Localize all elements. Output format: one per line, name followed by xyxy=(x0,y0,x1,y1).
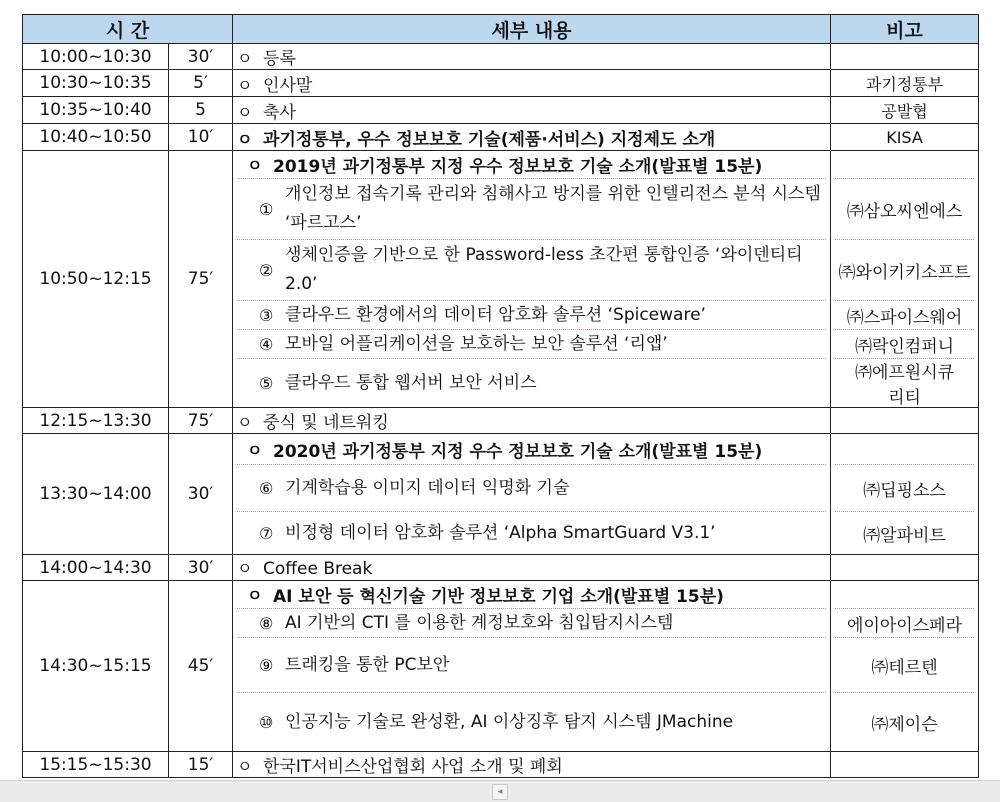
time-cell: 10:00~10:30 xyxy=(23,44,169,70)
header-time: 시 간 xyxy=(23,15,233,44)
section-heading xyxy=(237,151,826,179)
bullet-icon: ㅇ xyxy=(237,129,253,149)
time-cell: 13:30~14:00 xyxy=(23,434,169,555)
note-spacer xyxy=(835,151,974,179)
company-note: 에이아이스페라 xyxy=(835,609,974,638)
note-cell xyxy=(831,752,979,778)
company-note: ㈜락인컴퍼니 xyxy=(835,330,974,359)
item-text: 트래킹을 통한 PC보안 xyxy=(285,654,450,675)
time-cell: 15:15~15:30 xyxy=(23,752,169,778)
duration-cell: 75′ xyxy=(169,151,233,408)
schedule-table xyxy=(22,14,979,778)
item-text: 인공지능 기술로 완성환, AI 이상징후 탐지 시스템 JMachine xyxy=(285,711,734,732)
detail-cell xyxy=(233,44,831,70)
header-note: 비고 xyxy=(831,15,979,44)
item-number: ③ xyxy=(259,305,274,325)
section-heading xyxy=(237,581,826,609)
list-item xyxy=(237,301,826,330)
bullet-icon: ㅇ xyxy=(237,49,253,68)
company-note: ㈜제이슨 xyxy=(871,714,938,735)
bullet-icon: ㅇ xyxy=(237,75,253,95)
note-cell xyxy=(831,581,979,752)
company-note: ㈜에프원시큐리티 xyxy=(854,363,955,408)
company-note: ㈜딥핑소스 xyxy=(835,465,974,512)
list-item xyxy=(237,330,826,359)
duration-cell: 45′ xyxy=(169,581,233,752)
item-text: 모바일 어플리케이션을 보호하는 보안 솔루션 ‘리앱’ xyxy=(285,333,668,354)
list-item xyxy=(237,609,826,638)
detail-text: 인사말 xyxy=(263,75,313,96)
detail-text: 축사 xyxy=(263,102,296,123)
item-number: ⑥ xyxy=(259,478,274,498)
duration-cell: 15′ xyxy=(169,752,233,778)
list-item xyxy=(237,240,826,301)
detail-cell xyxy=(233,70,831,97)
list-item xyxy=(237,638,826,693)
item-text: 클라우드 환경에서의 데이터 암호화 솔루션 ‘Spiceware’ xyxy=(285,304,706,325)
note-cell xyxy=(831,555,979,581)
item-number: ⑤ xyxy=(259,373,274,393)
section-heading-text: 2020년 과기정통부 지정 우수 정보보호 기술 소개(발표별 15분) xyxy=(273,441,763,462)
table-row xyxy=(23,408,979,434)
duration-cell: 30′ xyxy=(169,555,233,581)
detail-text: 등록 xyxy=(263,49,296,69)
company-note: ㈜삼오씨엔에스 xyxy=(835,179,974,240)
table-row xyxy=(23,151,979,408)
detail-text: 한국IT서비스산업협회 사업 소개 및 폐회 xyxy=(263,757,563,777)
item-number: ⑨ xyxy=(259,655,274,675)
note-cell xyxy=(831,408,979,434)
note-cell xyxy=(831,434,979,555)
detail-text: 중식 및 네트워킹 xyxy=(263,413,389,433)
note-cell: 과기정통부 xyxy=(831,70,979,97)
detail-cell xyxy=(233,434,831,555)
bullet-icon: ㅇ xyxy=(237,102,253,122)
time-cell: 14:00~14:30 xyxy=(23,555,169,581)
note-cell: KISA xyxy=(831,124,979,151)
table-row xyxy=(23,70,979,97)
bullet-icon: ㅇ xyxy=(237,757,253,776)
company-note: ㈜테르텐 xyxy=(835,638,974,693)
table-row xyxy=(23,124,979,151)
time-cell: 10:40~10:50 xyxy=(23,124,169,151)
section-heading-text: AI 보안 등 혁신기술 기반 정보보호 기업 소개(발표별 15분) xyxy=(273,587,724,607)
list-item xyxy=(237,512,826,554)
company-note: ㈜스파이스웨어 xyxy=(835,301,974,330)
company-note: ㈜알파비트 xyxy=(863,525,946,546)
item-text: 개인정보 접속기록 관리와 침해사고 방지를 위한 인텔리전스 분석 시스템 ‘파르고스’ xyxy=(285,184,821,233)
item-text: 클라우드 통합 웹서버 보안 서비스 xyxy=(285,372,537,393)
company-note: ㈜와이키키소프트 xyxy=(835,240,974,301)
item-text: 비정형 데이터 암호화 솔루션 ‘Alpha SmartGuard V3.1’ xyxy=(285,522,716,543)
table-row xyxy=(23,555,979,581)
section-heading-text: 2019년 과기정통부 지정 우수 정보보호 기술 소개(발표별 15분) xyxy=(273,157,763,177)
note-spacer xyxy=(835,434,974,465)
duration-cell: 5′ xyxy=(169,70,233,97)
detail-cell xyxy=(233,408,831,434)
section-heading xyxy=(237,434,826,465)
duration-cell: 30′ xyxy=(169,44,233,70)
note-cell xyxy=(831,151,979,408)
table-row xyxy=(23,581,979,752)
duration-cell: 75′ xyxy=(169,408,233,434)
table-row xyxy=(23,752,979,778)
item-number: ① xyxy=(259,199,274,219)
item-number: ⑦ xyxy=(259,523,274,543)
time-cell: 10:50~12:15 xyxy=(23,151,169,408)
table-row xyxy=(23,44,979,70)
list-item xyxy=(237,693,826,751)
scroll-left-icon[interactable]: ◂ xyxy=(492,784,508,800)
time-cell: 14:30~15:15 xyxy=(23,581,169,752)
note-cell xyxy=(831,44,979,70)
duration-cell: 10′ xyxy=(169,124,233,151)
item-number: ⑩ xyxy=(259,712,274,732)
detail-text: 과기정통부, 우수 정보보호 기술(제품·서비스) 지정제도 소개 xyxy=(263,129,716,150)
detail-cell xyxy=(233,581,831,752)
header-row xyxy=(23,15,979,44)
horizontal-scrollbar[interactable] xyxy=(0,780,1000,802)
list-item xyxy=(237,465,826,512)
duration-cell: 5 xyxy=(169,97,233,124)
list-item xyxy=(237,179,826,240)
detail-cell xyxy=(233,97,831,124)
time-cell: 10:30~10:35 xyxy=(23,70,169,97)
bullet-icon: ㅇ xyxy=(237,413,253,432)
table-row xyxy=(23,434,979,555)
item-number: ④ xyxy=(259,334,274,354)
bullet-icon: ㅇ xyxy=(247,586,263,605)
header-detail: 세부 내용 xyxy=(233,15,831,44)
time-cell: 12:15~13:30 xyxy=(23,408,169,434)
detail-text: Coffee Break xyxy=(263,559,373,579)
item-text: AI 기반의 CTI 를 이용한 계정보호와 침입탐지시스템 xyxy=(285,612,674,633)
item-number: ② xyxy=(259,260,274,280)
item-number: ⑧ xyxy=(259,613,274,633)
detail-cell xyxy=(233,752,831,778)
time-cell: 10:35~10:40 xyxy=(23,97,169,124)
list-item xyxy=(237,359,826,407)
detail-cell xyxy=(233,555,831,581)
detail-cell xyxy=(233,151,831,408)
item-text: 기계학습용 이미지 데이터 익명화 기술 xyxy=(285,477,570,498)
note-cell: 공발협 xyxy=(831,97,979,124)
duration-cell: 30′ xyxy=(169,434,233,555)
bullet-icon: ㅇ xyxy=(247,440,263,460)
bullet-icon: ㅇ xyxy=(247,156,263,175)
bullet-icon: ㅇ xyxy=(237,559,253,578)
detail-cell xyxy=(233,124,831,151)
table-row xyxy=(23,97,979,124)
item-text: 생체인증을 기반으로 한 Password-less 초간편 통합인증 ‘와이덴티티 2.0’ xyxy=(285,245,803,294)
note-spacer xyxy=(835,581,974,609)
